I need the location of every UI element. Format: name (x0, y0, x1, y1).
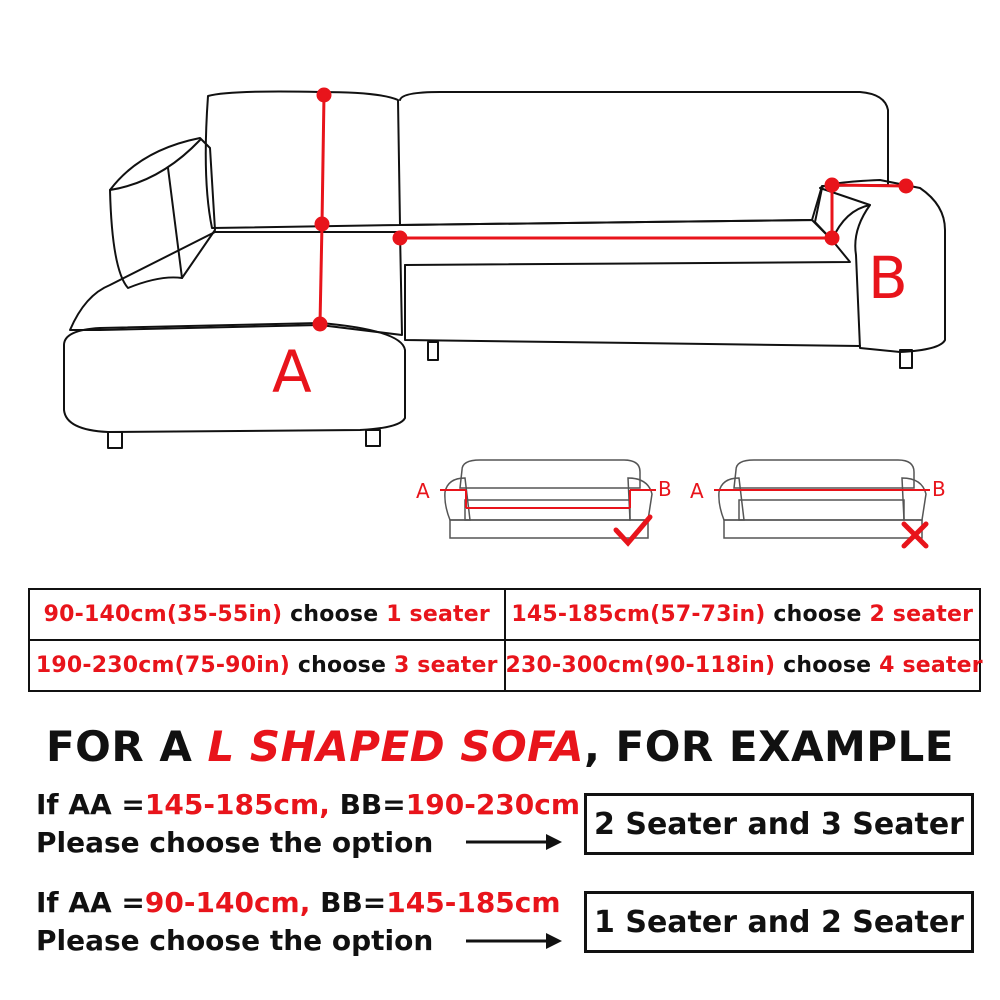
checkmark-icon (616, 517, 650, 543)
answer-box-1: 2 Seater and 3 Seater (584, 793, 974, 855)
table-cell: 90-140cm(35-55in) choose 1 seater (29, 589, 505, 640)
page-heading: FOR A L SHAPED SOFA, FOR EXAMPLE (45, 722, 954, 771)
long-back-cushion (400, 92, 888, 225)
marker-dot (314, 318, 326, 330)
size-table (28, 588, 981, 692)
arrow-right-icon (466, 929, 566, 953)
answer-box-2: 1 Seater and 2 Seater (584, 891, 974, 953)
small-sofa-wrong (719, 460, 926, 538)
left-arm (110, 138, 215, 288)
table-cell: 190-230cm(75-90in) choose 3 seater (29, 640, 505, 691)
marker-dot (318, 89, 330, 101)
example-1-instruction: Please choose the option (36, 826, 434, 859)
small-sofa-correct (445, 460, 652, 538)
chaise-back-cushion (206, 92, 400, 229)
table-row (29, 640, 980, 691)
marker-dot (900, 180, 912, 192)
label-a-wrong: A (690, 479, 704, 503)
label-a-correct: A (416, 479, 430, 503)
table-cell: 145-185cm(57-73in) choose 2 seater (505, 589, 981, 640)
label-b-wrong: B (932, 477, 946, 501)
marker-dot (394, 232, 406, 244)
table-row (29, 589, 980, 640)
long-seat (400, 220, 850, 265)
marker-dot (826, 232, 838, 244)
label-a-large: A (272, 338, 312, 406)
chaise-front (64, 323, 405, 432)
example-1-condition: If AA =145-185cm, BB=190-230cm (36, 788, 581, 821)
label-b-large: B (868, 244, 908, 312)
marker-dot (316, 218, 328, 230)
example-2-instruction: Please choose the option (36, 924, 434, 957)
table-cell: 230-300cm(90-118in) choose 4 seater (505, 640, 981, 691)
chaise-seat (70, 232, 402, 335)
arrow-right-icon (466, 830, 566, 854)
example-2-condition: If AA =90-140cm, BB=145-185cm (36, 886, 561, 919)
marker-dot (826, 179, 838, 191)
label-b-correct: B (658, 477, 672, 501)
